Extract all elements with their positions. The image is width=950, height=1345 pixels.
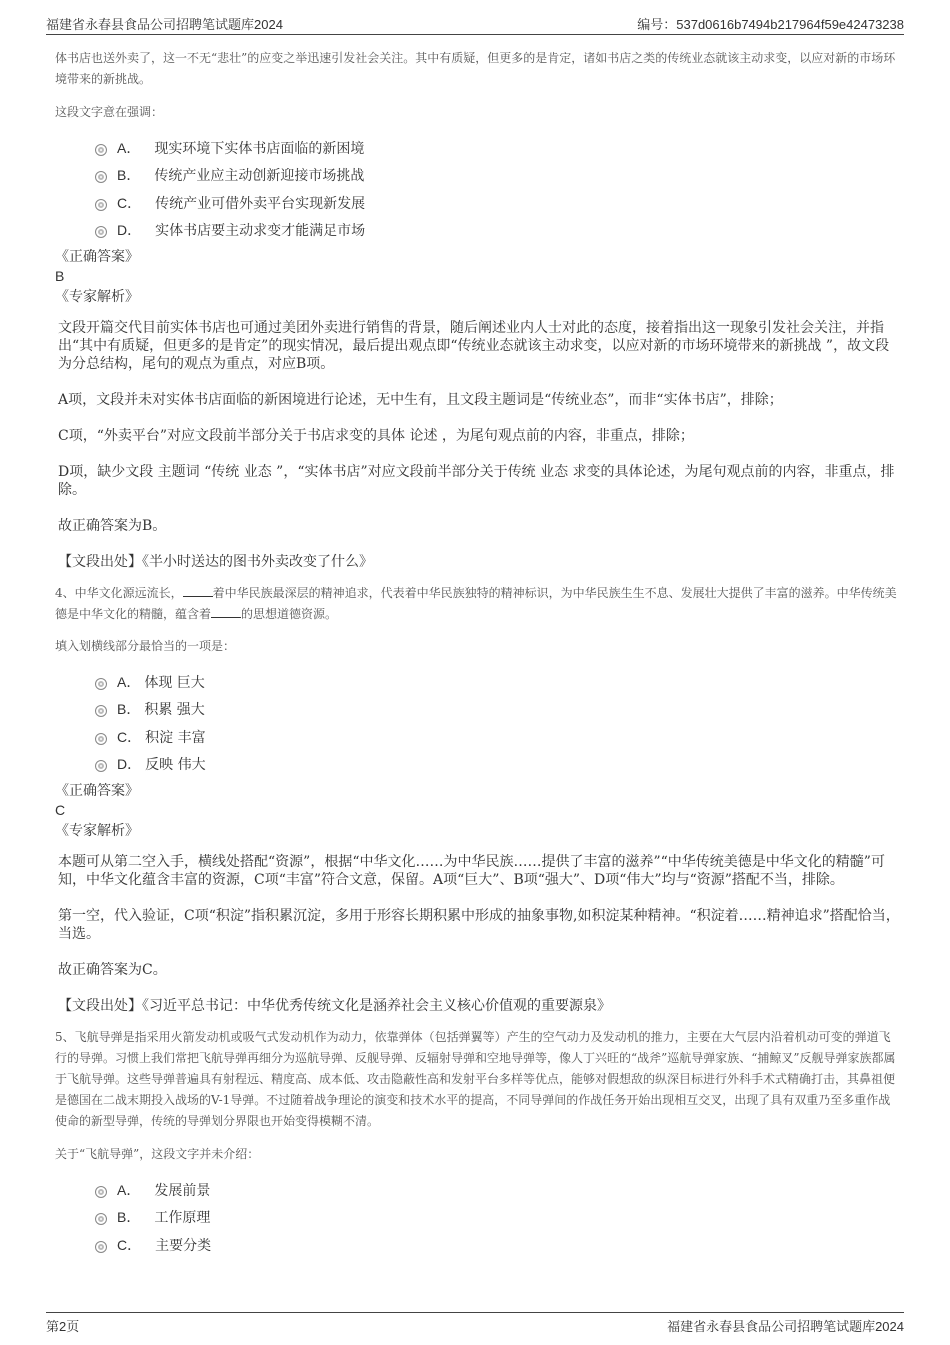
option-c[interactable]: C． 主要分类 [95,1231,900,1259]
question-4: 4、中华文化源远流长， 着中华民族最深层的精神追求，代表着中华民族独特的精神标识，为中华民族生生不息、发展壮大提供了丰富的滋养。中华传统美德是中华文化的精髓，蕴含着 的思想道德资源。 [55,586,897,621]
analysis-paragraph: C项，“外卖平台”对应文段前半部分关于书店求变的具体 论述 ，为尾句观点前的内容，非重点，排除； [58,428,694,444]
analysis-conclusion: 故正确答案为B。 [58,518,167,534]
page-content [55,48,900,1259]
radio-icon[interactable] [95,144,107,156]
analysis-paragraph: A项，文段并未对实体书店面临的新困境进行论述，无中生有，且文段主题词是“传统业态”，而非“实体书店”，排除； [58,392,783,408]
option-a[interactable]: A． 现实环境下实体书店面临的新困境 [95,134,900,162]
option-c[interactable]: C． 传统产业可借外卖平台实现新发展 [95,189,900,217]
question-prompt: 关于“飞航导弹”，这段文字并未介绍： [55,1147,260,1161]
page-header [46,14,904,35]
analysis-paragraph: 本题可从第二空入手，横线处搭配“资源”，根据“中华文化……为中华民族……提供了丰富的滋养”“中华传统美德是中华文化的精髓”可知，中华文化蕴含丰富的资源，C项“丰富”符合文意，保留。A项“巨大”、B项“强大”、D项“伟大”均与“资源”搭配不当，排除。 [58,854,885,888]
question-prompt: 填入划横线部分最恰当的一项是： [55,639,236,653]
option-a[interactable]: A． 发展前景 [95,1176,900,1204]
radio-icon[interactable] [95,1241,107,1253]
options-list [95,134,900,244]
answer-label: 《正确答案》 [55,783,139,799]
radio-icon[interactable] [95,226,107,238]
analysis-label: 《专家解析》 [55,823,139,839]
page-footer [46,1312,904,1335]
answer-value: B [55,268,65,284]
page-number: 第2页 [46,1319,80,1334]
option-d[interactable]: D． 实体书店要主动求变才能满足市场 [95,217,900,245]
radio-icon[interactable] [95,171,107,183]
header-doc-id: 编号：537d0616b7494b217964f59e42473238 [637,17,904,32]
source-citation: 【文段出处】《半小时送达的图书外卖改变了什么》 [58,554,373,570]
radio-icon[interactable] [95,760,107,772]
options-list [95,668,900,778]
question-5: 5、飞航导弹是指采用火箭发动机或吸气式发动机作为动力，依靠弹体（包括弹翼等）产生的空气动力及发动机的推力，主要在大气层内沿着机动可变的弹道飞行的导弹。习惯上我们常把飞航导弹再细分为巡航导弹、反舰导弹、反辐射导弹和空地导弹等，像人丁兴旺的“战斧”巡航导弹家族、“捕鲸叉”反舰导弹家族都属于飞航导弹。这些导弹普遍具有射程远、精度高、成本低、攻击隐蔽性高和发射平台多样等优点，能够对假想敌的纵深目标进行外科手术式精确打击，其鼻祖便是德国在二战末期投入战场的V-1导弹。不过随着战争理论的演变和技术水平的提高，不同导弹间的作战任务开始出现相互交叉，出现了具有双重乃至多重作战使命的新型导弹，传统的导弹划分界限也开始变得模糊不清。 [55,1030,896,1128]
option-b[interactable]: B． 积累 强大 [95,696,900,724]
header-title: 福建省永春县食品公司招聘笔试题库2024 [46,17,283,32]
radio-icon[interactable] [95,733,107,745]
radio-icon[interactable] [95,1213,107,1225]
option-d[interactable]: D． 反映 伟大 [95,751,900,779]
analysis-paragraph: 文段开篇交代目前实体书店也可通过美团外卖进行销售的背景，随后阐述业内人士对此的态度，接着指出这一现象引发社会关注，并指出“其中有质疑，但更多的是肯定”的现实情况，最后提出观点即“传统业态就该主动求变，以应对新的市场环境带来的新挑战 ”，故文段为分总结构，尾句的观点为重点，对应B项。 [58,320,890,372]
radio-icon[interactable] [95,199,107,211]
analysis-paragraph: D项，缺少文段 主题词 “传统 业态 ”，“实体书店”对应文段前半部分关于传统 业态 求变的具体论述，为尾句观点前的内容，非重点，排除。 [58,464,895,498]
source-citation: 【文段出处】《习近平总书记：中华优秀传统文化是涵养社会主义核心价值观的重要源泉》 [58,998,611,1014]
footer-title: 福建省永春县食品公司招聘笔试题库2024 [667,1319,904,1334]
radio-icon[interactable] [95,678,107,690]
answer-value: C [55,802,66,818]
answer-label: 《正确答案》 [55,249,139,265]
analysis-paragraph: 第一空，代入验证，C项“积淀”指积累沉淀，多用于形容长期积累中形成的抽象事物,如积淀某种精神。“积淀着……精神追求”搭配恰当，当选。 [58,908,900,942]
option-c[interactable]: C． 积淀 丰富 [95,723,900,751]
analysis-conclusion: 故正确答案为C。 [58,962,167,978]
fill-blank [183,584,213,597]
option-b[interactable]: B． 工作原理 [95,1204,900,1232]
fill-blank [211,605,241,618]
passage-tail: 体书店也送外卖了，这一不无“悲壮”的应变之举迅速引发社会关注。其中有质疑，但更多的是肯定，诸如书店之类的传统业态就该主动求变，以应对新的市场环境带来的新挑战。 [55,51,896,86]
analysis-label: 《专家解析》 [55,289,139,305]
option-a[interactable]: A． 体现 巨大 [95,668,900,696]
radio-icon[interactable] [95,705,107,717]
options-list [95,1176,900,1259]
radio-icon[interactable] [95,1186,107,1198]
question-prompt: 这段文字意在强调： [55,105,164,119]
option-b[interactable]: B． 传统产业应主动创新迎接市场挑战 [95,162,900,190]
